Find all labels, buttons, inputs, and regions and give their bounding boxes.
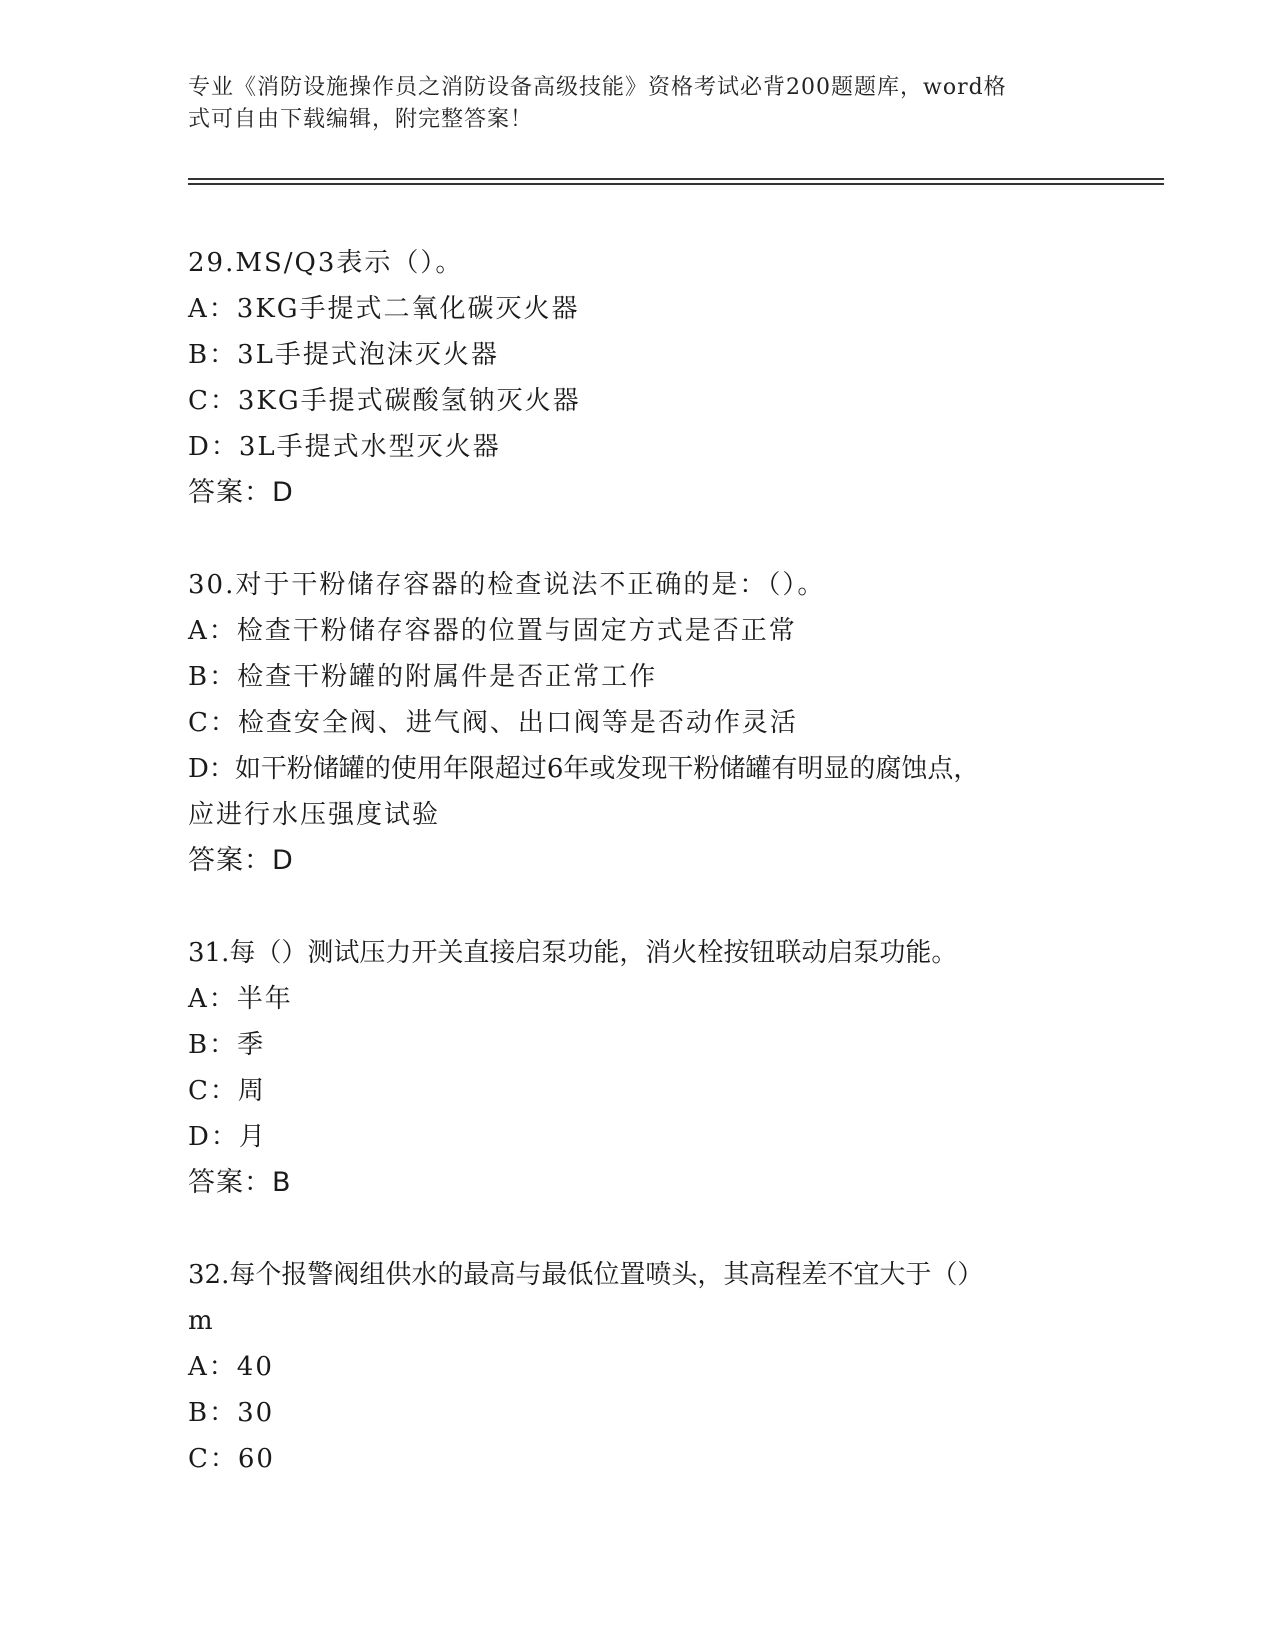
question-stem: 30.对于干粉储存容器的检查说法不正确的是：（）。 bbox=[188, 570, 826, 600]
option-a: A：半年 bbox=[188, 984, 293, 1014]
answer: 答案：B bbox=[188, 1167, 292, 1198]
question-stem-continuation: m bbox=[188, 1306, 215, 1336]
header-line-2: 式可自由下载编辑，附完整答案！ bbox=[188, 107, 534, 132]
option-b: B：季 bbox=[188, 1030, 266, 1060]
option-d: D：如干粉储罐的使用年限超过6年或发现干粉储罐有明显的腐蚀点， bbox=[188, 754, 980, 784]
question-32 bbox=[188, 1252, 1088, 1482]
question-30 bbox=[188, 562, 1088, 884]
option-a: A：40 bbox=[188, 1352, 274, 1382]
question-stem: 29.MS/Q3表示（）。 bbox=[188, 248, 464, 278]
option-b: B：30 bbox=[188, 1398, 275, 1428]
header-divider-bottom bbox=[188, 183, 1164, 185]
option-c: C：60 bbox=[188, 1444, 275, 1474]
question-stem: 31.每（）测试压力开关直接启泵功能，消火栓按钮联动启泵功能。 bbox=[188, 938, 958, 968]
question-list bbox=[188, 240, 1088, 1482]
option-b: B：检查干粉罐的附属件是否正常工作 bbox=[188, 662, 658, 692]
question-stem: 32.每个报警阀组供水的最高与最低位置喷头，其高程差不宜大于（） bbox=[188, 1260, 984, 1290]
header-line-1: 专业《消防设施操作员之消防设备高级技能》资格考试必背200题题库，word格 bbox=[188, 75, 1007, 100]
option-c: C：3KG手提式碳酸氢钠灭火器 bbox=[188, 386, 581, 416]
question-29 bbox=[188, 240, 1088, 516]
option-d: D：3L手提式水型灭火器 bbox=[188, 432, 501, 462]
answer: 答案：D bbox=[188, 845, 294, 876]
option-c: C：周 bbox=[188, 1076, 266, 1106]
option-c: C：检查安全阀、进气阀、出口阀等是否动作灵活 bbox=[188, 708, 798, 738]
option-b: B：3L手提式泡沫灭火器 bbox=[188, 340, 499, 370]
document-header bbox=[188, 72, 1068, 136]
option-d-continuation: 应进行水压强度试验 bbox=[188, 800, 441, 830]
option-a: A：检查干粉储存容器的位置与固定方式是否正常 bbox=[188, 616, 797, 646]
option-a: A：3KG手提式二氧化碳灭火器 bbox=[188, 294, 580, 324]
header-divider-top bbox=[188, 178, 1164, 180]
answer: 答案：D bbox=[188, 477, 294, 508]
question-31 bbox=[188, 930, 1088, 1206]
option-d: D：月 bbox=[188, 1122, 267, 1152]
